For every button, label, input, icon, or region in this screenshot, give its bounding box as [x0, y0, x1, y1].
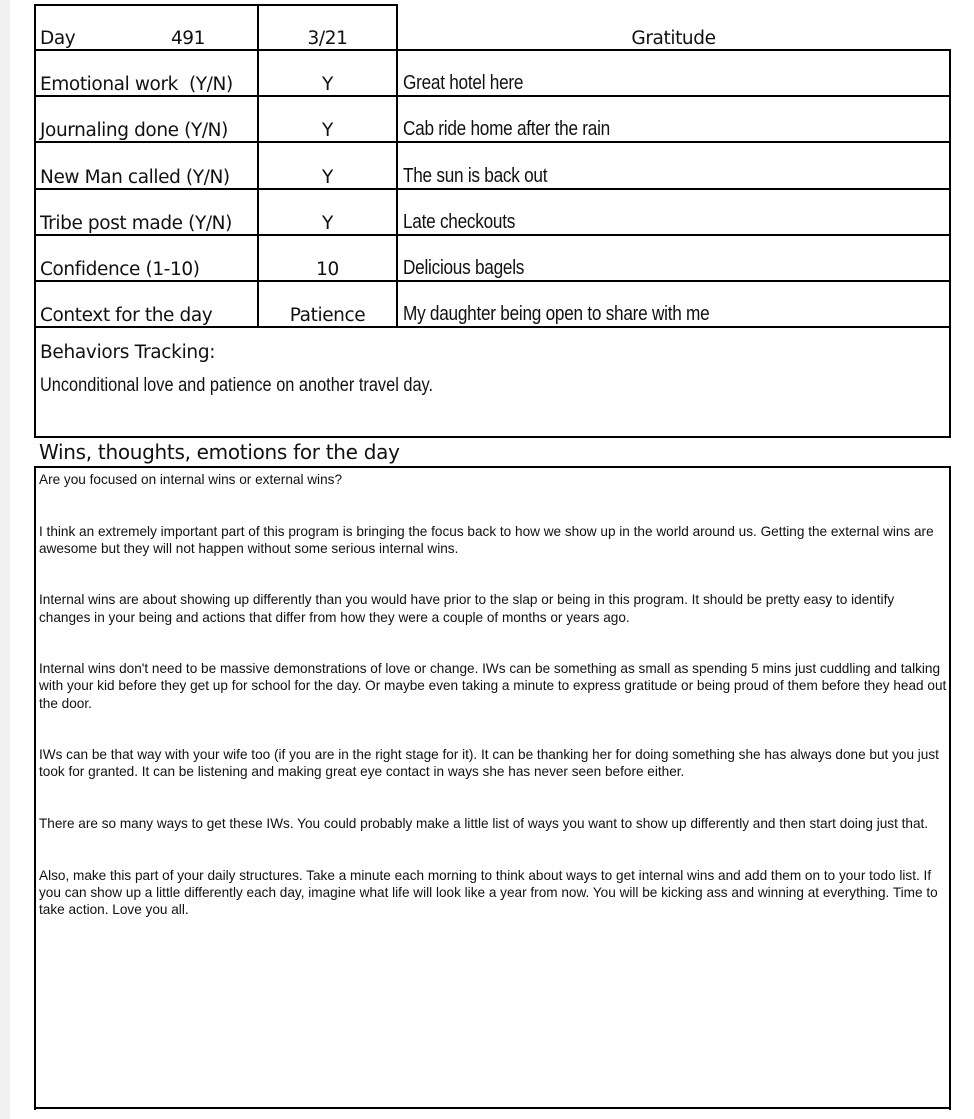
row-value-new-man-called: Y: [322, 167, 333, 188]
wins-left-border: [34, 466, 36, 1110]
row-value-journaling: Y: [322, 120, 333, 141]
row-value-confidence: 10: [316, 259, 339, 280]
wins-paragraph: I think an extremely important part of this program is bringing the focus back to how we show up in the world around us. Getting the external wins are awesome but they will not happen without some serious internal wins.: [39, 523, 934, 556]
row-label-confidence: Confidence (1-10): [40, 259, 200, 280]
gratitude-item: [398, 282, 949, 330]
wins-right-border: [949, 466, 951, 1110]
row-label-new-man-called: New Man called (Y/N): [40, 167, 230, 188]
wins-text: [39, 471, 947, 953]
row-label-tribe-post: Tribe post made (Y/N): [40, 213, 232, 234]
row-label-context: Context for the day: [40, 305, 213, 326]
wins-title: Wins, thoughts, emotions for the day: [39, 440, 400, 464]
gratitude-text: Great hotel here: [403, 72, 524, 94]
gratitude-text: Late checkouts: [403, 211, 516, 233]
day-number: 491: [170, 28, 206, 49]
row-label-emotional-work: Emotional work (Y/N): [40, 74, 233, 95]
gratitude-item: [398, 97, 949, 145]
table-right-border: [949, 49, 951, 438]
gratitude-item: [398, 143, 949, 192]
wins-paragraph: Are you focused on internal wins or external wins?: [39, 472, 342, 487]
gratitude-item: [398, 236, 949, 284]
row-value-context: Patience: [289, 305, 366, 326]
gratitude-text: My daughter being open to share with me: [403, 303, 710, 325]
gratitude-item: [398, 51, 949, 99]
wins-paragraph: IWs can be that way with your wife too (if you are in the right stage for it). It can be thanking her for doing something she has always done but you just took for granted. It can be listening and making great eye contact in ways she has never seen before either.: [39, 747, 939, 780]
row-value-emotional-work: Y: [322, 74, 333, 95]
wins-bottom-border: [34, 1107, 951, 1109]
wins-paragraph: Also, make this part of your daily structures. Take a minute each morning to think about ways to get internal wins and add them on to your todo list. If you can show up a little differently each day, imagine what life will look like a year from now. You will be kicking ass and winning at everything. Time to take action. Love you all.: [39, 867, 938, 917]
gratitude-header: Gratitude: [631, 28, 716, 49]
behaviors-title: Behaviors Tracking:: [40, 342, 216, 363]
behaviors-text: [40, 375, 497, 397]
row-value-tribe-post: Y: [322, 213, 333, 234]
behaviors-bottom-border: [34, 436, 951, 438]
date-value: 3/21: [307, 28, 348, 49]
left-gutter: [0, 0, 10, 1119]
wins-paragraph: Internal wins don't need to be massive demonstrations of love or change. IWs can be something as small as spending 5 mins just cuddling and talking with your kid before they get up for school for the day. Or maybe even taking a minute to express gratitude or being proud of them before they head out the door.: [39, 661, 947, 711]
wins-paragraph: There are so many ways to get these IWs. You could probably make a little list of ways you want to show up differently and then start doing just that.: [39, 815, 929, 831]
wins-paragraph: Internal wins are about showing up differently than you would have prior to the slap or being in this program. It should be pretty easy to identify changes in your being and actions that differ from how they were a couple of months or years ago.: [39, 592, 895, 625]
wins-top-border: [34, 466, 951, 468]
row-label-journaling: Journaling done (Y/N): [40, 120, 228, 141]
gratitude-text: Delicious bagels: [403, 257, 525, 279]
gratitude-text: Cab ride home after the rain: [403, 118, 610, 140]
gratitude-item: [398, 190, 949, 238]
behaviors-text-content: Unconditional love and patience on another travel day.: [40, 375, 434, 396]
day-label: Day: [40, 28, 76, 49]
gratitude-text: The sun is back out: [403, 165, 548, 187]
